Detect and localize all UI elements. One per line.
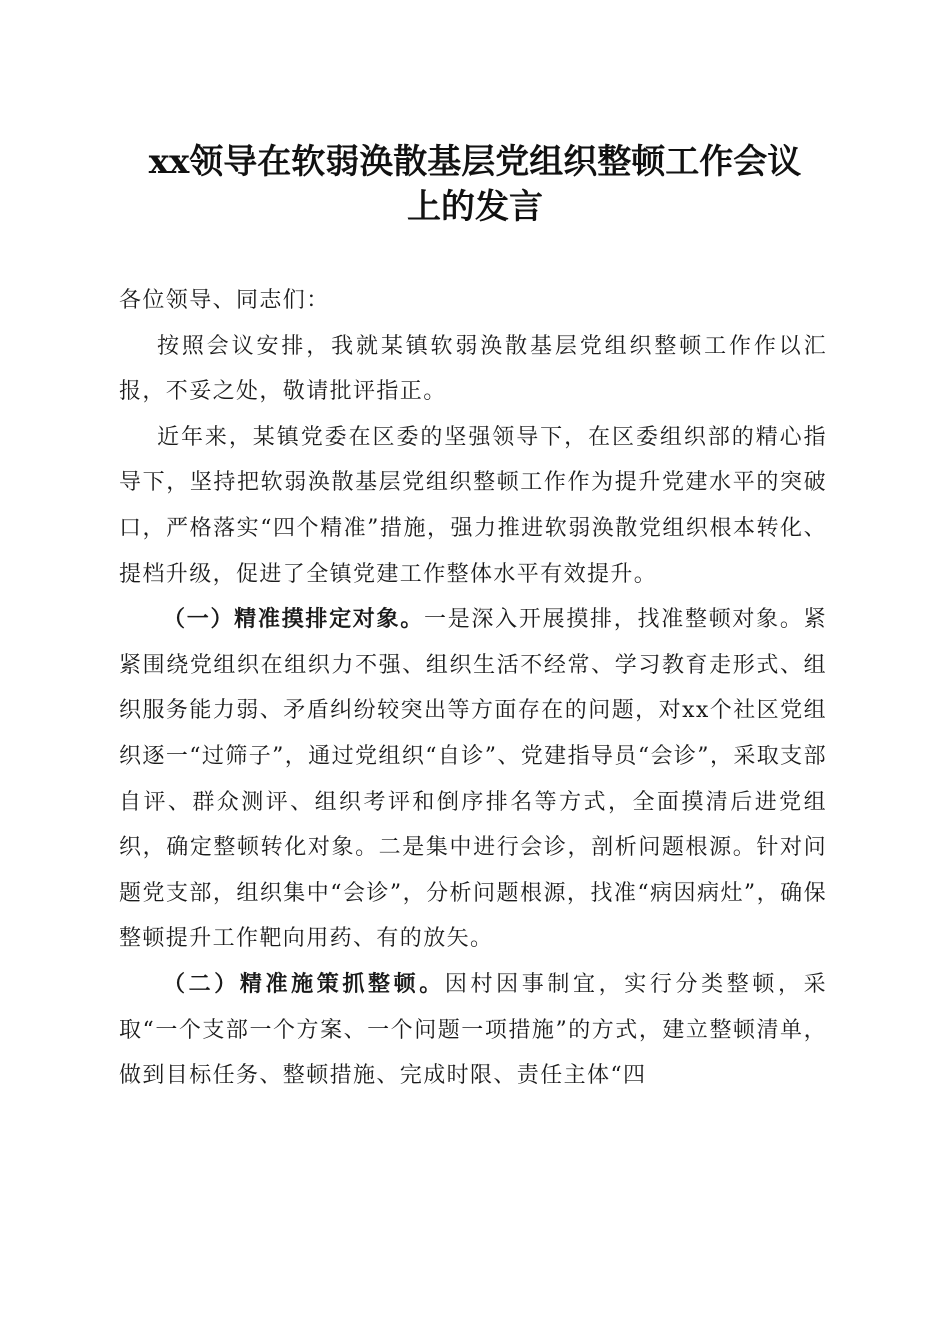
document-body (119, 278, 827, 1099)
paragraph-section-1 (119, 597, 827, 962)
paragraph-section-2 (119, 962, 827, 1099)
document-title-line-1: xx领导在软弱涣散基层党组织整顿工作会议 (148, 142, 802, 182)
section-1-heading: （一）精准摸排定对象。 (163, 606, 424, 633)
salutation: 各位领导、同志们： (119, 288, 330, 313)
section-2-text: 因村因事制宜，实行分类整顿，采取“一个支部一个方案、一个问题一项措施”的方式，建立整顿清单，做到目标任务、整顿措施、完成时限、责任主体“四 (119, 971, 827, 1089)
document-title-line-2: 上的发言 (407, 187, 543, 227)
section-2-heading: （二）精准施策抓整顿。 (163, 970, 445, 997)
paragraph-overview (119, 415, 827, 597)
paragraph-overview-text: 近年来，某镇党委在区委的坚强领导下，在区委组织部的精心指导下，坚持把软弱涣散基层党组织整顿工作作为提升党建水平的突破口，严格落实“四个精准”措施，强力推进软弱涣散党组织根本转化、提档升级，促进了全镇党建工作整体水平有效提升。 (119, 424, 827, 587)
paragraph-intro (119, 324, 827, 415)
paragraph-intro-text: 按照会议安排，我就某镇软弱涣散基层党组织整顿工作作以汇报，不妥之处，敬请批评指正。 (119, 333, 827, 405)
section-1-text: 一是深入开展摸排，找准整顿对象。紧紧围绕党组织在组织力不强、组织生活不经常、学习教育走形式、组织服务能力弱、矛盾纠纷较突出等方面存在的问题，对xx个社区党组织逐一“过筛子”，通过党组织“自诊”、党建指导员“会诊”，采取支部自评、群众测评、组织考评和倒序排名等方式，全面摸清后进党组织，确定整顿转化对象。二是集中进行会诊，剖析问题根源。针对问题党支部，组织集中“会诊”，分析问题根源，找准“病因病灶”，确保整顿提升工作靶向用药、有的放矢。 (119, 607, 827, 952)
